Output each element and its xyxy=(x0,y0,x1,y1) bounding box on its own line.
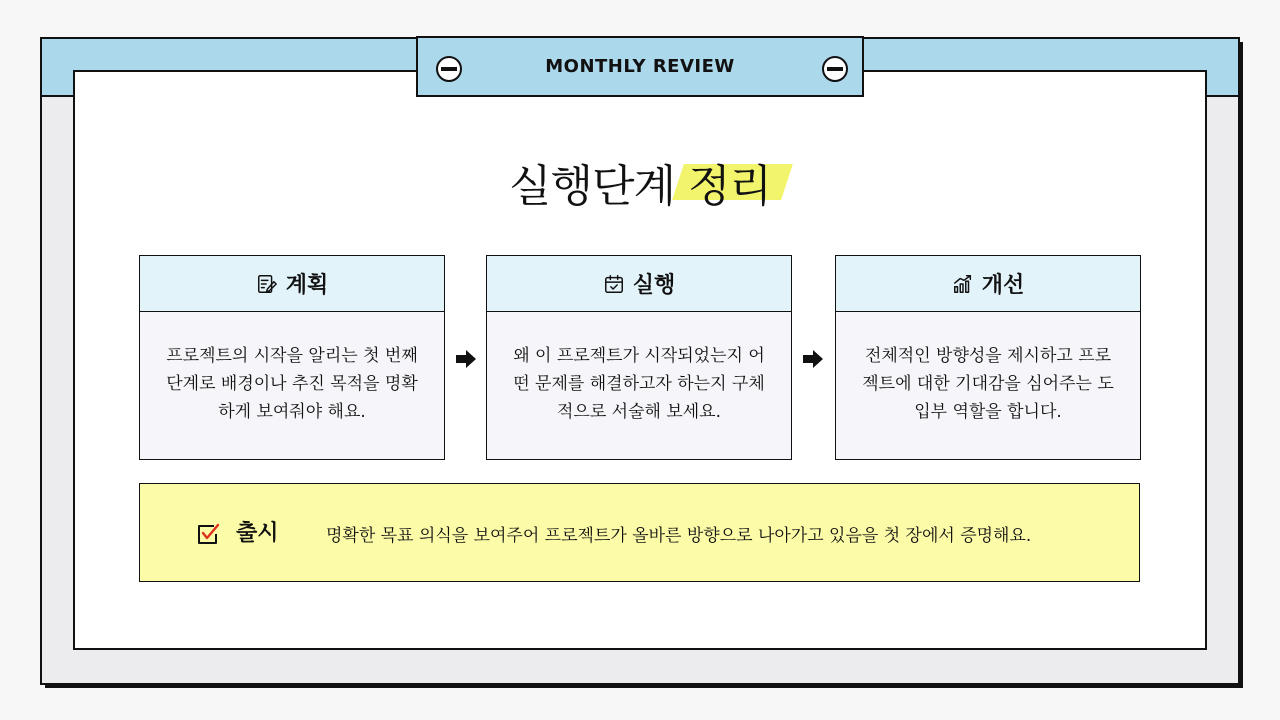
checkbox-icon xyxy=(196,522,220,546)
step-card-label: 실행 xyxy=(632,273,676,298)
arrow-right-icon xyxy=(802,349,824,369)
step-card-header xyxy=(487,256,791,312)
launch-box xyxy=(139,483,1140,582)
step-card-execute xyxy=(486,255,792,460)
page-title-plain: 실행단계 xyxy=(508,161,675,212)
header-title: MONTHLY REVIEW xyxy=(545,56,735,77)
page-title xyxy=(0,150,1280,214)
calendar-check-icon xyxy=(603,273,625,295)
step-card-text: 전체적인 방향성을 제시하고 프로젝트에 대한 기대감을 심어주는 도입부 역할을 합니다. xyxy=(862,346,1114,422)
launch-label: 출시 xyxy=(236,521,279,546)
growth-chart-icon xyxy=(952,273,974,295)
screw-icon xyxy=(436,56,462,82)
step-card-header xyxy=(836,256,1140,312)
screw-icon xyxy=(822,56,848,82)
step-card-header xyxy=(140,256,444,312)
step-card-text: 왜 이 프로젝트가 시작되었는지 어떤 문제를 해결하고자 하는지 구체적으로 서술해 보세요. xyxy=(513,346,765,422)
step-card-text: 프로젝트의 시작을 알리는 첫 번째 단계로 배경이나 추진 목적을 명확하게 보여줘야 해요. xyxy=(166,346,418,422)
step-card-plan xyxy=(139,255,445,460)
header-tab xyxy=(416,36,864,97)
step-card-label: 계획 xyxy=(285,273,329,298)
page-title-highlight-text: 정리 xyxy=(688,161,772,212)
page-title-highlight xyxy=(688,150,771,214)
launch-text: 명확한 목표 의식을 보여주어 프로젝트가 올바른 방향으로 나아가고 있음을 첫 장에서 증명해요. xyxy=(326,526,1032,546)
step-card-improve xyxy=(835,255,1141,460)
arrow-right-icon xyxy=(455,349,477,369)
edit-note-icon xyxy=(256,273,278,295)
step-card-label: 개선 xyxy=(981,273,1025,298)
